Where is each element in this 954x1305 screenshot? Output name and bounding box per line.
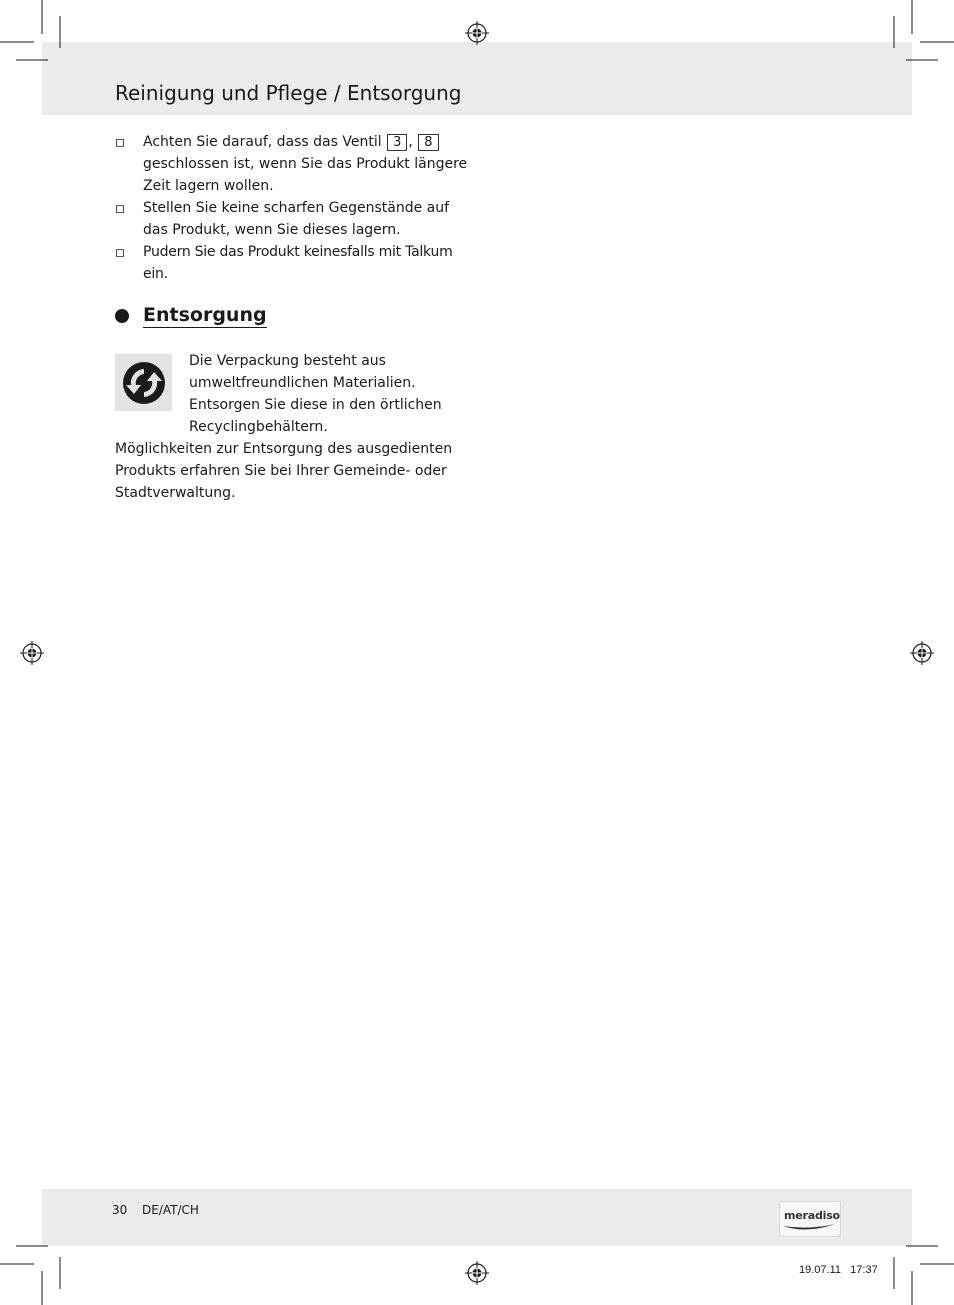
care-list xyxy=(115,131,475,285)
registration-mark-top xyxy=(465,21,489,45)
swoosh-icon xyxy=(782,1222,836,1232)
recycle-icon-box xyxy=(115,354,172,411)
list-item-text: Achten Sie darauf, dass das Ventil xyxy=(143,134,387,150)
list-item xyxy=(115,197,475,241)
list-item xyxy=(115,131,475,197)
registration-mark-right xyxy=(910,641,934,665)
page-title: Reinigung und Pflege / Entsorgung xyxy=(115,81,462,105)
list-item-text: , xyxy=(408,134,418,150)
language-code: DE/AT/CH xyxy=(142,1203,199,1217)
product-disposal-text: Möglichkeiten zur Entsorgung des ausgedienten Produkts erfahren Sie bei Ihrer Gemeinde- oder Stadtverwaltung. xyxy=(115,441,453,501)
part-reference-badge: 8 xyxy=(418,134,438,151)
print-timestamp: 19.07.11 17:37 xyxy=(799,1264,878,1276)
disposal-heading xyxy=(115,304,267,328)
list-item-text: Stellen Sie keine scharfen Gegenstände auf das Produkt, wenn Sie dieses lagern. xyxy=(143,200,450,238)
page-number: 30 xyxy=(112,1203,128,1217)
checkbox-bullet-icon xyxy=(116,139,124,147)
part-reference-badge: 3 xyxy=(387,134,407,151)
list-item xyxy=(115,241,475,285)
list-item-text: Pudern Sie das Produkt keinesfalls mit Talkum ein. xyxy=(143,244,453,282)
brand-name: meradiso xyxy=(784,1209,840,1222)
registration-mark-bottom xyxy=(465,1261,489,1285)
green-dot-recycling-icon xyxy=(122,361,166,405)
filled-circle-icon xyxy=(115,309,129,323)
checkbox-bullet-icon xyxy=(116,205,124,213)
brand-logo xyxy=(779,1201,841,1237)
checkbox-bullet-icon xyxy=(116,249,124,257)
list-item-text: geschlossen ist, wenn Sie das Produkt längere Zeit lagern wollen. xyxy=(143,156,468,194)
registration-mark-left xyxy=(20,641,44,665)
section-title: Entsorgung xyxy=(143,304,267,326)
packaging-text: Die Verpackung besteht aus umweltfreundlichen Materialien. Entsorgen Sie diese in den örtlichen Recyclingbehältern. xyxy=(189,353,442,435)
care-section xyxy=(115,131,475,285)
